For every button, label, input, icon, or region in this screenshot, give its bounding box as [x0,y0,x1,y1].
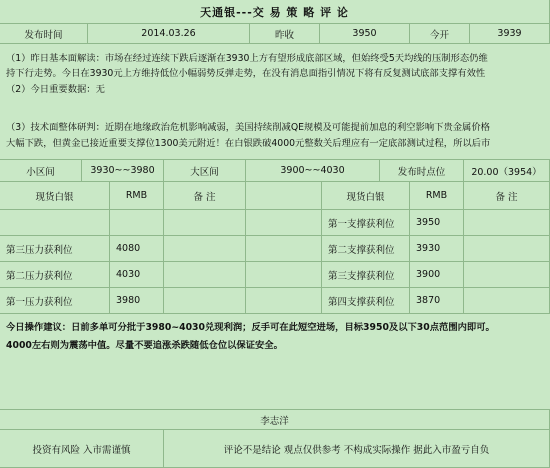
support-value: 3900 [410,262,464,288]
support-value: 3950 [410,210,464,236]
analysis-p3-line1: （3）技术面整体研判：近期在地缘政治危机影响减弱，美国持续削减QE规模及可能提前加息的利空影响下贵金属价格 [6,122,490,133]
support-note [464,262,550,288]
support-label: 第三支撑获利位 [322,262,410,288]
advice-line2: 4000左右则为震荡中值。尽量不要追涨杀跌随低仓位以保证安全。 [6,340,283,351]
big-range-label: 大区间 [164,160,246,182]
ranges-row [0,160,550,182]
small-range-label: 小区间 [0,160,82,182]
resistance-note [164,262,246,288]
levels-header-row [0,182,550,210]
level-row [0,236,550,262]
header-unit-right: RMB [410,182,464,210]
author-name: 李志洋 [0,410,550,430]
support-note [464,288,550,314]
support-label: 第二支撑获利位 [322,236,410,262]
publish-date: 2014.03.26 [88,24,250,44]
open-value: 3939 [470,24,550,44]
level-row [0,262,550,288]
open-label: 今开 [410,24,470,44]
resistance-value: 4080 [110,236,164,262]
support-value: 3870 [410,288,464,314]
analysis-p1-line2: 持下行走势。今日在3930元上方维持低位小幅弱势反弹走势，在没有消息面指引情况下将有反复测试底部支撑有效性 [6,68,486,79]
row-spacer [246,288,322,314]
sheet-title: 天通银---交 易 策 略 评 论 [0,0,550,24]
risk-warning: 投资有风险 入市需谨慎 [0,430,164,468]
resistance-value: 4030 [110,262,164,288]
row-spacer [246,210,322,236]
header-spacer [246,182,322,210]
support-note [464,210,550,236]
resistance-note [164,236,246,262]
resistance-label: 第一压力获利位 [0,288,110,314]
analysis-block [0,44,550,160]
header-spot-silver-right: 现货白银 [322,182,410,210]
row-spacer [246,262,322,288]
support-value: 3930 [410,236,464,262]
resistance-value: 3980 [110,288,164,314]
footer-row [0,430,550,468]
resistance-value [110,210,164,236]
advice-line1: 今日操作建议：日前多单可分批于3980~4030兑现利润；反手可在此短空进场，目标3950及以下30点范围内即可。 [6,322,495,333]
advice-block [0,314,550,410]
prev-close-label: 昨收 [250,24,320,44]
publish-point-label: 发布时点位 [380,160,464,182]
support-label: 第四支撑获利位 [322,288,410,314]
header-note-left: 备 注 [164,182,246,210]
analysis-p2: （2）今日重要数据：无 [6,84,105,95]
disclaimer: 评论不是结论 观点仅供参考 不构成实际操作 据此入市盈亏自负 [164,430,550,468]
meta-row [0,24,550,44]
resistance-label: 第三压力获利位 [0,236,110,262]
header-spot-silver-left: 现货白银 [0,182,110,210]
analysis-p3-line2: 大幅下跌，但黄金已接近重要支撑位1300美元附近！在白银跌破4000元整数关后理应有一定底部测试过程，所以后市 [6,138,491,149]
row-spacer [246,236,322,262]
big-range-value: 3900~~4030 [246,160,380,182]
level-row [0,288,550,314]
resistance-note [164,210,246,236]
header-note-right: 备 注 [464,182,550,210]
support-label: 第一支撑获利位 [322,210,410,236]
support-note [464,236,550,262]
resistance-note [164,288,246,314]
analysis-p1-line1: （1）昨日基本面解读：市场在经过连续下跌后逐渐在3930上方有望形成底部区域，但始终受5天均线的压制形态仍维 [6,53,488,64]
author-row [0,410,550,430]
small-range-value: 3930~~3980 [82,160,164,182]
level-row [0,210,550,236]
title-row [0,0,550,24]
header-unit-left: RMB [110,182,164,210]
prev-close-value: 3950 [320,24,410,44]
publish-point-value: 20.00（3954） [464,160,550,182]
publish-label: 发布时间 [0,24,88,44]
resistance-label: 第二压力获利位 [0,262,110,288]
resistance-label [0,210,110,236]
